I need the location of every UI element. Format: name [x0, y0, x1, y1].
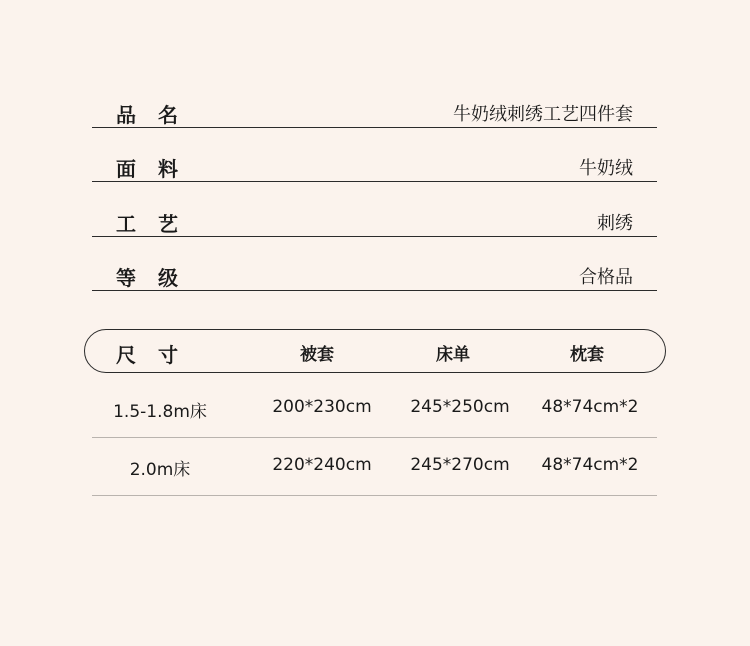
spec-row-name	[92, 99, 657, 128]
duvet-cell: 220*240cm	[272, 455, 372, 475]
spec-value: 刺绣	[597, 213, 633, 234]
size-cell: 1.5-1.8m床	[113, 402, 207, 422]
column-header-pillow: 枕套	[570, 345, 604, 365]
spec-label: 等级	[116, 266, 200, 290]
pillow-cell: 48*74cm*2	[541, 397, 639, 417]
pillow-cell: 48*74cm*2	[541, 455, 639, 475]
spec-value: 牛奶绒刺绣工艺四件套	[453, 104, 633, 125]
table-row	[92, 379, 657, 438]
column-header-duvet: 被套	[300, 345, 334, 365]
spec-row-craft	[92, 208, 657, 237]
size-header-label: 尺寸	[116, 343, 200, 367]
spec-label: 品名	[116, 103, 200, 127]
size-cell: 2.0m床	[129, 460, 191, 480]
spec-row-grade	[92, 262, 657, 291]
spec-value: 牛奶绒	[579, 158, 633, 179]
table-row	[92, 437, 657, 496]
column-header-sheet: 床单	[436, 345, 470, 365]
size-table-header	[84, 329, 666, 373]
spec-label: 工艺	[116, 212, 200, 236]
duvet-cell: 200*230cm	[272, 397, 372, 417]
spec-row-fabric	[92, 153, 657, 182]
spec-value: 合格品	[579, 267, 633, 288]
sheet-cell: 245*270cm	[410, 455, 510, 475]
sheet-cell: 245*250cm	[410, 397, 510, 417]
spec-label: 面料	[116, 157, 200, 181]
